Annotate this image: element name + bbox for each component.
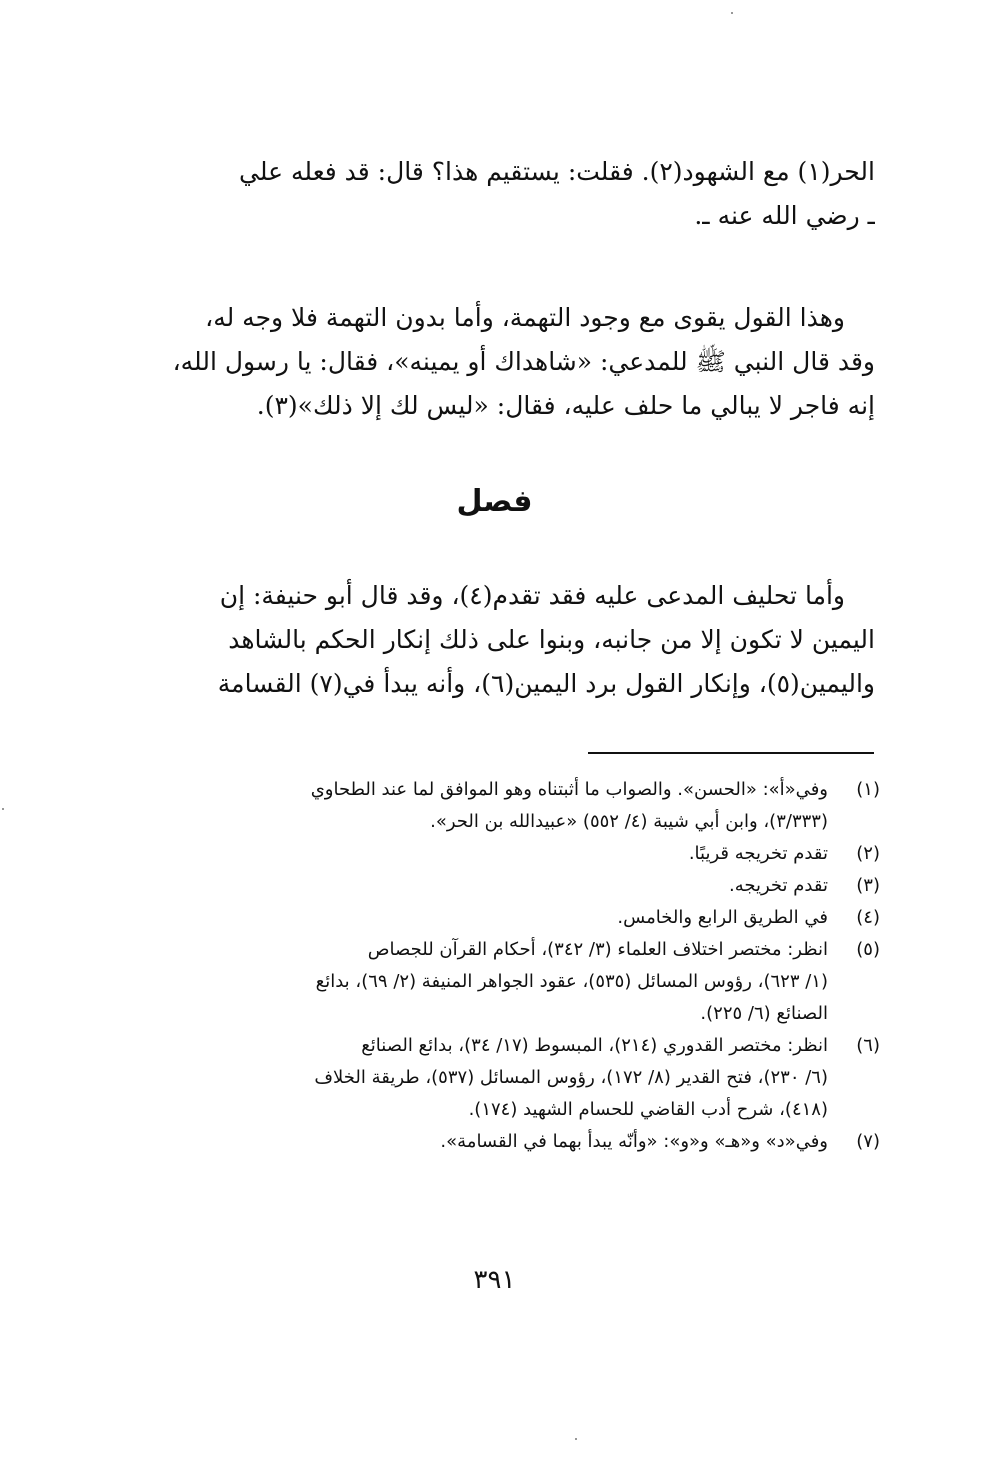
paragraph-line: واليمين(٥)، وإنكار القول برد اليمين(٦)، وأنه يبدأ في(٧) القسامة (217, 669, 875, 698)
scan-speck (575, 1438, 577, 1440)
footnote-number: (٣) (856, 875, 880, 896)
footnote-text (120, 838, 828, 870)
footnote-5 (120, 934, 880, 1030)
paragraph-3 (120, 574, 875, 706)
paragraph-line: إنه فاجر لا يبالي ما حلف عليه، فقال: «ليس لك إلا ذلك»(٣). (256, 391, 875, 420)
footnote-number: (٢) (856, 843, 880, 864)
footnote-3 (120, 870, 880, 902)
footnote-line: في الطريق الرابع والخامس. (617, 907, 828, 928)
footnote-number: (٥) (856, 939, 880, 960)
scan-speck (2, 808, 4, 810)
footnote-line: (١/ ٦٢٣)، رؤوس المسائل (٥٣٥)، عقود الجواهر المنيفة (٢/ ٦٩)، بدائع (315, 971, 828, 992)
footnote-separator (588, 752, 874, 754)
footnote-2 (120, 838, 880, 870)
footnote-text (120, 934, 828, 1030)
scan-speck (731, 12, 733, 14)
footnote-text (120, 902, 828, 934)
footnote-line: وفي«د» و«هـ» و«و»: «وأنّه يبدأ بهما في القسامة». (440, 1131, 828, 1152)
paragraph-line: وقد قال النبي ﷺ للمدعي: «شاهداك أو يمينه»، فقال: يا رسول الله، (172, 347, 875, 376)
footnote-6 (120, 1030, 880, 1126)
footnotes (120, 774, 880, 1158)
footnote-number: (١) (856, 779, 880, 800)
footnote-line: الصنائع (٦/ ٢٢٥). (700, 1003, 828, 1024)
paragraph-line: الحر(١) مع الشهود(٢). فقلت: يستقيم هذا؟ قال: قد فعله علي (239, 157, 875, 186)
paragraph-line: ـ رضي الله عنه ـ. (694, 201, 875, 230)
paragraph-line: وهذا القول يقوى مع وجود التهمة، وأما بدون التهمة فلا وجه له، (205, 303, 845, 332)
footnote-text (120, 870, 828, 902)
footnote-line: انظر: مختصر اختلاف العلماء (٣/ ٣٤٢)، أحكام القرآن للجصاص (367, 939, 828, 960)
footnote-text (120, 1030, 828, 1126)
footnote-number: (٤) (856, 907, 880, 928)
footnote-4 (120, 902, 880, 934)
footnote-text (120, 774, 828, 838)
paragraph-line: وأما تحليف المدعى عليه فقد تقدم(٤)، وقد قال أبو حنيفة: إن (219, 581, 845, 610)
footnote-line: تقدم تخريجه قريبًا. (688, 843, 828, 864)
footnote-7 (120, 1126, 880, 1158)
footnote-line: (٣/٣٣٣)، وابن أبي شيبة (٤/ ٥٥٢) «عبيدالله بن الحر». (430, 811, 828, 832)
footnote-number: (٦) (856, 1035, 880, 1056)
section-heading: فصل (456, 484, 533, 519)
footnote-text (120, 1126, 828, 1158)
footnote-line: تقدم تخريجه. (729, 875, 828, 896)
footnote-number: (٧) (856, 1131, 880, 1152)
footnote-line: انظر: مختصر القدوري (٢١٤)، المبسوط (١٧/ ٣٤)، بدائع الصنائع (361, 1035, 828, 1056)
footnote-line: (٤١٨)، شرح أدب القاضي للحسام الشهيد (١٧٤). (468, 1099, 828, 1120)
paragraph-1 (120, 150, 875, 238)
paragraph-2 (120, 296, 875, 428)
footnote-1 (120, 774, 880, 838)
footnote-line: (٦/ ٢٣٠)، فتح القدير (٨/ ١٧٢)، رؤوس المسائل (٥٣٧)، طريقة الخلاف (314, 1067, 828, 1088)
footnote-line: وفي«أ»: «الحسن». والصواب ما أثبتناه وهو الموافق لما عند الطحاوي (310, 779, 828, 800)
page-number: ٣٩١ (473, 1265, 516, 1295)
paragraph-line: اليمين لا تكون إلا من جانبه، وبنوا على ذلك إنكار الحكم بالشاهد (228, 625, 875, 654)
